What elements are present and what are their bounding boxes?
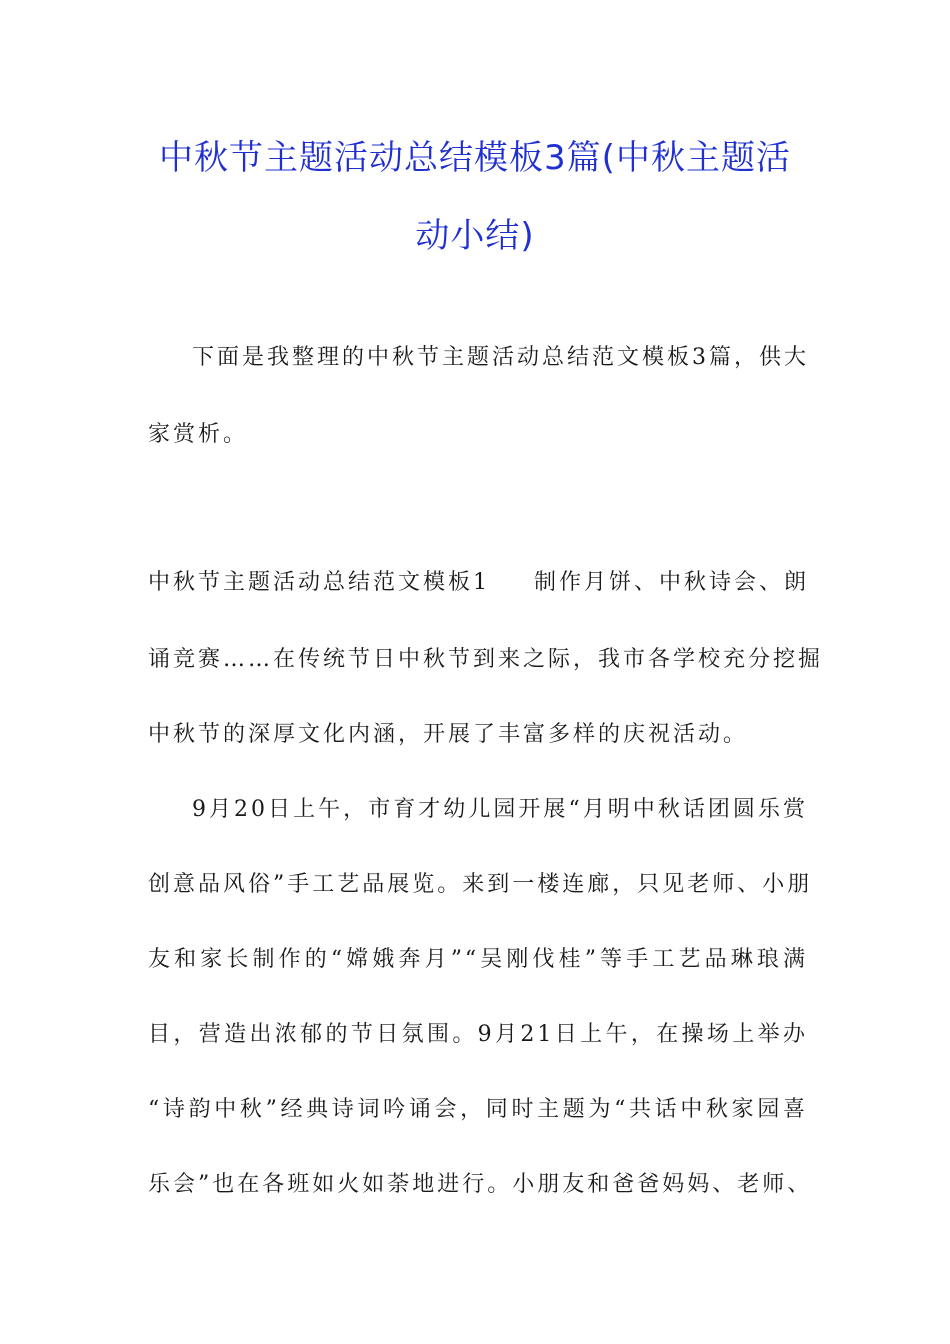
section1-line-3: 中秋节的深厚文化内涵，开展了丰富多样的庆祝活动。 (148, 722, 749, 747)
section1-heading: 中秋节主题活动总结范文模板1 (148, 570, 490, 595)
paragraph2-line-4: 目，营造出浓郁的节日氛围。9月21日上午，在操场上举办 (148, 1022, 808, 1047)
paragraph2-line-2: 创意品风俗”手工艺品展览。来到一楼连廊，只见老师、小朋 (148, 872, 813, 897)
intro-line-1: 下面是我整理的中秋节主题活动总结范文模板3篇，供大 (192, 345, 809, 370)
intro-line-2: 家赏析。 (148, 422, 249, 447)
section1-line-1: 制作月饼、中秋诗会、朗 (534, 570, 810, 595)
paragraph2-line-3: 友和家长制作的“嫦娥奔月”“吴刚伐桂”等手工艺品琳琅满 (148, 947, 808, 972)
section1-first-line (148, 568, 808, 598)
paragraph2-line-1: 9月20日上午，市育才幼儿园开展“月明中秋话团圆乐赏 (192, 797, 808, 822)
document-title-line-1: 中秋节主题活动总结模板3篇(中秋主题活 (159, 138, 791, 178)
paragraph2-line-5: “诗韵中秋”经典诗词吟诵会，同时主题为“共话中秋家园喜 (148, 1097, 808, 1122)
section1-line-2: 诵竞赛……在传统节日中秋节到来之际，我市各学校充分挖掘 (148, 647, 824, 672)
paragraph2-line-6: 乐会”也在各班如火如荼地进行。小朋友和爸爸妈妈、老师、 (148, 1172, 813, 1197)
document-title-line-2: 动小结) (415, 216, 535, 256)
